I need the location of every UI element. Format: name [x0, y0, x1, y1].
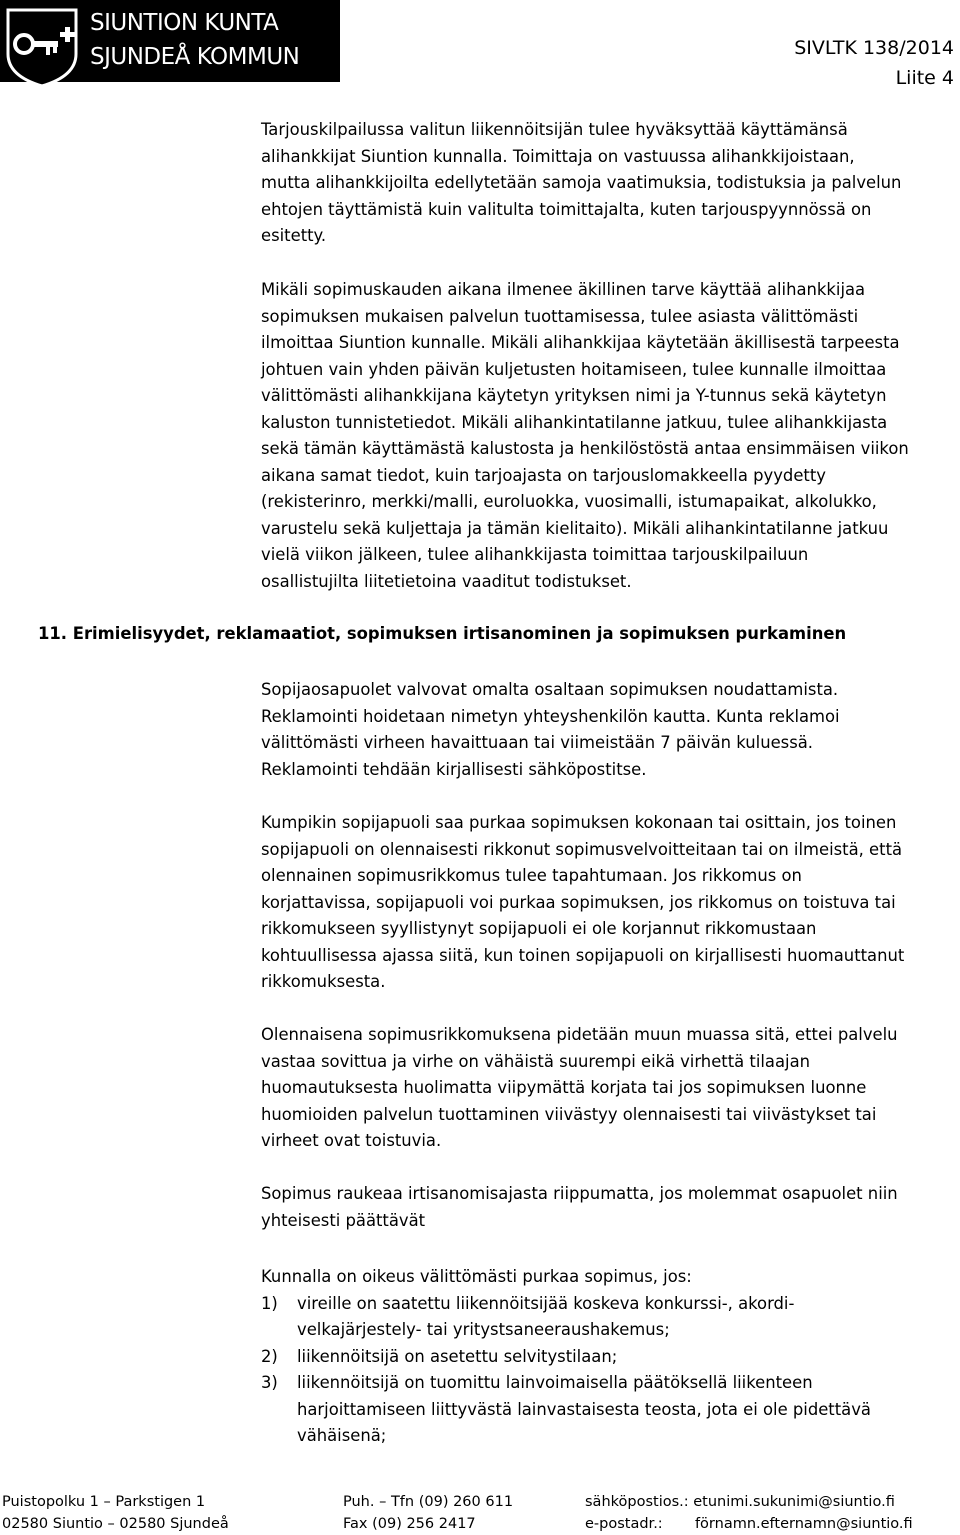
- footer-epost-value: förnamn.efternamn@siuntio.fi: [694, 1516, 913, 1532]
- section-heading-11: 11. Erimielisyydet, reklamaatiot, sopimuksen irtisanominen ja sopimuksen purkaminen: [38, 624, 847, 643]
- paragraph-termination-rights: [261, 1264, 960, 1450]
- footer-epost-label: e-postadr.:: [585, 1516, 663, 1532]
- document-reference: SIVLTK 138/2014: [794, 37, 954, 59]
- paragraph-reclamations: [261, 677, 960, 783]
- footer-fax-number: Fax (09) 256 2417: [343, 1516, 476, 1532]
- list-item: [261, 1344, 960, 1371]
- text-line: virheet ovat toistuvia.: [261, 1131, 442, 1150]
- attachment-label: Liite 4: [895, 67, 954, 89]
- text-line: rikkomuksesta.: [261, 972, 386, 991]
- text-line: ehtojen täyttämistä kuin valitulta toimittajalta, kuten tarjouspyynnössä on: [261, 199, 872, 219]
- text-line: olennainen sopimusrikkomus tulee tapahtumaan. Jos rikkomus on: [261, 866, 802, 885]
- text-line: Olennaisena sopimusrikkomuksena pidetään muun muassa sitä, ettei palvelu: [261, 1025, 898, 1044]
- paragraph-subcontractor-approval: [261, 117, 960, 250]
- text-line: Tarjouskilpailussa valitun liikennöitsijän tulee hyväksyttää käyttämänsä: [261, 120, 848, 139]
- municipality-name-sv: SJUNDEÅ KOMMUN: [90, 44, 300, 70]
- footer-address-line-2: 02580 Siuntio – 02580 Sjundeå: [2, 1516, 229, 1532]
- text-line: mutta alihankkijoilta edellytetään samoja vaatimuksia, todistuksia ja palvelun: [261, 173, 902, 192]
- list-number: 1): [261, 1293, 278, 1313]
- text-line: Reklamointi hoidetaan nimetyn yhteyshenkilön kautta. Kunta reklamoi: [261, 706, 840, 726]
- text-line: liikennöitsijä on tuomittu lainvoimaisella päätöksellä liikenteen: [297, 1373, 813, 1392]
- text-line: osallistujilta liitetietoina vaaditut todistukset.: [261, 571, 632, 591]
- text-line: yhteisesti päättävät: [261, 1210, 426, 1230]
- text-line: velkajärjestely- tai yritystsaneeraushakemus;: [297, 1320, 670, 1339]
- footer-phone: [343, 1491, 513, 1535]
- text-line: kaluston tunnistetiedot. Mikäli alihankintatilanne jatkuu, tulee alihankkijasta: [261, 412, 888, 432]
- text-line: vähäisenä;: [297, 1426, 387, 1445]
- list-item: [261, 1291, 960, 1344]
- text-line: rikkomukseen syyllistynyt sopijapuoli ei ole korjannut rikkomustaan: [261, 919, 817, 938]
- text-line: ilmoittaa Siuntion kunnalle. Mikäli alihankkijaa käytetään äkillisestä tarpeesta: [261, 333, 900, 352]
- text-line: välittömästi virheen havaittuaan tai viimeistään 7 päivän kuluessä.: [261, 733, 814, 752]
- text-line: huomautuksesta huolimatta viipymättä korjata tai jos sopimuksen luonne: [261, 1078, 867, 1097]
- footer-email-line: sähköpostios.: etunimi.sukunimi@siuntio.fi: [585, 1494, 895, 1510]
- text-line: Sopijaosapuolet valvovat omalta osaltaan sopimuksen noudattamista.: [261, 680, 839, 699]
- text-line: Mikäli sopimuskauden aikana ilmenee äkillinen tarve käyttää alihankkijaa: [261, 280, 866, 299]
- paragraph-sudden-subcontracting: [261, 277, 960, 595]
- list-item: [261, 1370, 960, 1450]
- text-line: esitetty.: [261, 226, 327, 245]
- coat-of-arms-icon: [4, 6, 80, 88]
- text-line: korjattavissa, sopijapuoli voi purkaa sopimuksen, jos rikkomus on toistuva tai: [261, 892, 896, 912]
- text-line: (rekisterinro, merkki/malli, euroluokka, vuosimalli, istumapaikat, alkolukko,: [261, 492, 877, 511]
- text-line: sopimuksen mukaisen palvelun tuottamisessa, tulee asiasta välittömästi: [261, 306, 859, 326]
- municipality-name-fi: SIUNTION KUNTA: [90, 10, 279, 36]
- text-line: vielä viikon jälkeen, tulee alihankkijasta toimittaa tarjouskilpailuun: [261, 545, 809, 564]
- text-line: johtuen vain yhden päivän kuljetusten hoitamiseen, tulee kunnalle ilmoittaa: [261, 359, 887, 379]
- text-line: Kumpikin sopijapuoli saa purkaa sopimuksen kokonaan tai osittain, jos toinen: [261, 813, 897, 832]
- header-logo-block: [0, 0, 340, 82]
- footer-address-line-1: Puistopolku 1 – Parkstigen 1: [2, 1494, 206, 1510]
- paragraph-mutual-expiry: [261, 1181, 960, 1234]
- text-line: kohtuullisessa ajassa siitä, kun toinen sopijapuoli on kirjallisesti huomauttanut: [261, 945, 905, 965]
- list-number: 2): [261, 1346, 278, 1366]
- text-line: välittömästi alihankkijana käytetyn yrityksen nimi ja Y-tunnus sekä käytetyn: [261, 386, 887, 405]
- text-line: sekä tämän käyttämästä kalustosta ja henkilöstöstä antaa ensimmäisen viikon: [261, 439, 909, 458]
- list-number: 3): [261, 1373, 278, 1392]
- footer-phone-number: Puh. – Tfn (09) 260 611: [343, 1494, 514, 1510]
- text-line: vireille on saatettu liikennöitsijää koskeva konkurssi-, akordi-: [297, 1293, 795, 1313]
- text-line: vastaa sovittua ja virhe on vähäistä suurempi eikä virhettä tilaajan: [261, 1051, 810, 1071]
- text-line: Sopimus raukeaa irtisanomisajasta riippumatta, jos molemmat osapuolet niin: [261, 1184, 898, 1203]
- text-line: huomioiden palvelun tuottaminen viivästyy olennaisesti tai viivästykset tai: [261, 1104, 877, 1124]
- text-line: sopijapuoli on olennaisesti rikkonut sopimusvelvoitteitaan tai on ilmeistä, että: [261, 839, 903, 859]
- text-line: aikana samat tiedot, kuin tarjoajasta on tarjouslomakkeella pyydetty: [261, 465, 826, 485]
- list-intro: Kunnalla on oikeus välittömästi purkaa sopimus, jos:: [261, 1267, 692, 1286]
- footer-email: [585, 1491, 913, 1535]
- footer-epost-line: [585, 1513, 913, 1535]
- footer-address: [2, 1491, 229, 1535]
- text-line: liikennöitsijä on asetettu selvitystilaan;: [297, 1346, 618, 1366]
- paragraph-material-breach: [261, 1022, 960, 1155]
- text-line: varustelu sekä kuljettaja ja tämän kielitaito). Mikäli alihankintatilanne jatkuu: [261, 518, 889, 538]
- text-line: harjoittamiseen liittyvästä lainvastaisesta teosta, jota ei ole pidettävä: [297, 1399, 871, 1419]
- text-line: alihankkijat Siuntion kunnalla. Toimittaja on vastuussa alihankkijoistaan,: [261, 146, 855, 166]
- paragraph-termination: [261, 810, 960, 996]
- text-line: Reklamointi tehdään kirjallisesti sähköpostitse.: [261, 759, 647, 779]
